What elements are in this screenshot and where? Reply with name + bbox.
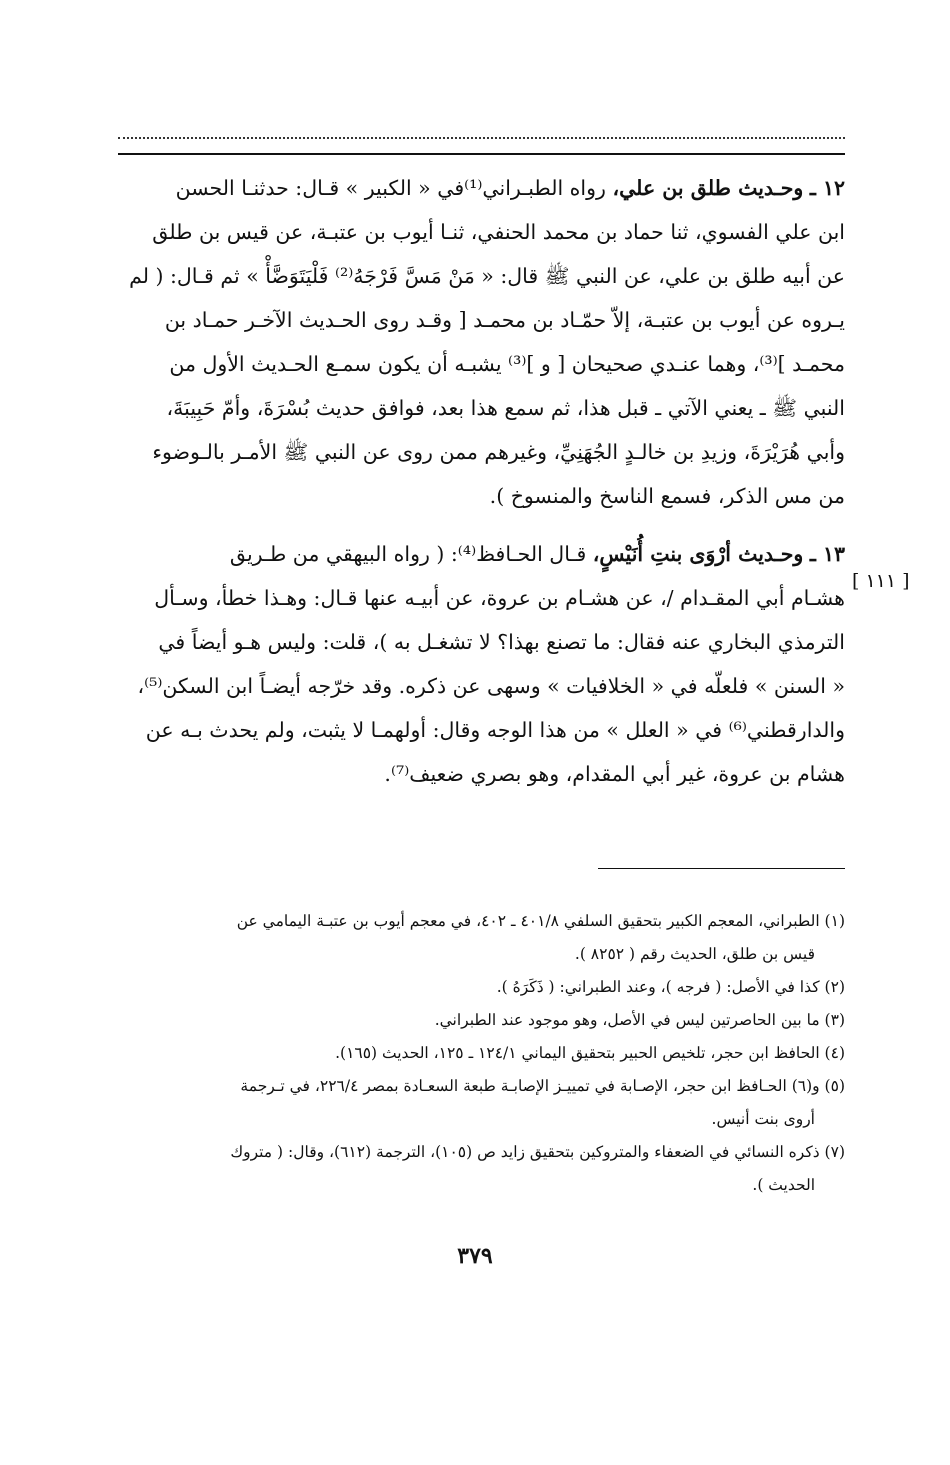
footnote-2: (٢) كذا في الأصل: ( فرجه )، وعند الطبراني: ( ذَكَرَهُ ). — [496, 978, 845, 996]
para13-number: ١٣ ـ — [809, 542, 845, 566]
para13-line-4: « السنن » فلعلّه في « الخلافيات » وسهى عن ذكره. وقد خرّجه أيضـاً ابن السكن⁽⁵⁾، — [137, 674, 845, 698]
footnote-5-6-continued: أروى بنت أنيس. — [711, 1110, 815, 1128]
footnote-1: (١) الطبراني، المعجم الكبير بتحقيق السلفي ٤٠١/٨ ـ ٤٠٢، في معجم أيوب بن عتبـة اليمامي عن — [236, 912, 845, 930]
para12-line-4: يـروه عن أيوب بن عتبـة، إلاّ حمّـاد بن محمـد [ وقـد روى الحـديث الآخـر حمـاد بن — [164, 308, 845, 332]
para12-title: وحـديث طلق بن علي، — [612, 176, 804, 200]
para13-line-3: الترمذي البخاري عنه فقال: ما تصنع بهذا؟ لا تشغـل به )، قلت: وليس هـو أيضاً في — [158, 630, 845, 654]
para13-line-1-text: قـال الحـافظ⁽⁴⁾: ( رواه البيهقي من طـريق — [229, 542, 587, 566]
para13-line-1 — [118, 532, 845, 576]
para12-line-7: وأبي هُرَيْرَةَ، وزيدِ بن خالـدٍ الجُهَنِيِّ، وغيرهم ممن روى عن النبي ﷺ الأمـر بالـوضوء — [152, 440, 845, 464]
para12-line-2: ابن علي الفسوي، ثنا حماد بن محمد الحنفي، ثنـا أيوب بن عتبـة، عن قيس بن طلق — [152, 220, 845, 244]
para12-number: ١٢ ـ — [809, 176, 845, 200]
para13-line-6: هشام بن عروة، غير أبي المقدام، وهو بصري ضعيف⁽⁷⁾. — [384, 762, 845, 786]
main-text — [118, 166, 845, 796]
header-solid-rule — [118, 153, 845, 155]
para12-line-8: من مس الذكر، فسمع الناسخ والمنسوخ ). — [489, 484, 845, 508]
para13-line-5: والدارقطني⁽⁶⁾ في « العلل » من هذا الوجه وقال: أولهمـا لا يثبت، ولم يحدث بـه عن — [145, 718, 845, 742]
para13-title: وحـديث أرْوَى بنتِ أُنَيْسٍ، — [592, 542, 804, 566]
footnote-3: (٣) ما بين الحاصرتين ليس في الأصل، وهو موجود عند الطبراني. — [434, 1011, 845, 1029]
footnote-7: (٧) ذكره النسائي في الضعفاء والمتروكين بتحقيق زايد ص (١٠٥)، الترجمة (٦١٢)، وقال: ( متروك — [230, 1143, 845, 1161]
header-dotted-rule — [118, 137, 845, 139]
footnote-separator — [598, 868, 845, 869]
page-number: ٣٧٩ — [457, 1243, 493, 1269]
para12-line-5: محمـد ]⁽³⁾، وهما عنـدي صحيحان [ و ]⁽³⁾ يشبـه أن يكون سمـع الحـديث الأول من — [169, 352, 845, 376]
para12-line-3: عن أبيه طلق بن علي، عن النبي ﷺ قال: « مَنْ مَسَّ فَرْجَهُ⁽²⁾ فَلْيَتَوَضَّأْ » ثم قـال: ( لم — [129, 264, 845, 288]
footnote-4: (٤) الحافظ ابن حجر، تلخيص الحبير بتحقيق اليماني ١٢٤/١ ـ ١٢٥، الحديث (١٦٥). — [335, 1044, 845, 1062]
para12-line-1 — [118, 166, 845, 210]
para13-line-2: هشـام أبي المقـدام /، عن هشـام بن عروة، عن أبيـه عنها قـال: وهـذا خطأ، وسـأل — [154, 586, 845, 610]
para12-line-6: النبي ﷺ ـ يعني الآتي ـ قبل هذا، ثم سمع هذا بعد، فوافق حديث بُسْرَةَ، وأمّ حَبِيبَةَ، — [166, 396, 845, 420]
para12-line-1-text: رواه الطبـراني⁽¹⁾في « الكبير » قـال: حدثنـا الحسن — [175, 176, 606, 200]
footnotes — [118, 905, 845, 1202]
margin-page-reference: [ ١١١ ] — [852, 570, 910, 592]
footnote-5-6: (٥) و(٦) الحـافظ ابن حجر، الإصـابة في تمييـز الإصابـة طبعة السعـادة بمصر ٢٢٦/٤، في تـرجمة — [240, 1077, 845, 1095]
footnote-1-continued: قيس بن طلق، الحديث رقم ( ٨٢٥٢ ). — [574, 945, 815, 963]
footnote-7-continued: الحديث ). — [752, 1176, 815, 1194]
